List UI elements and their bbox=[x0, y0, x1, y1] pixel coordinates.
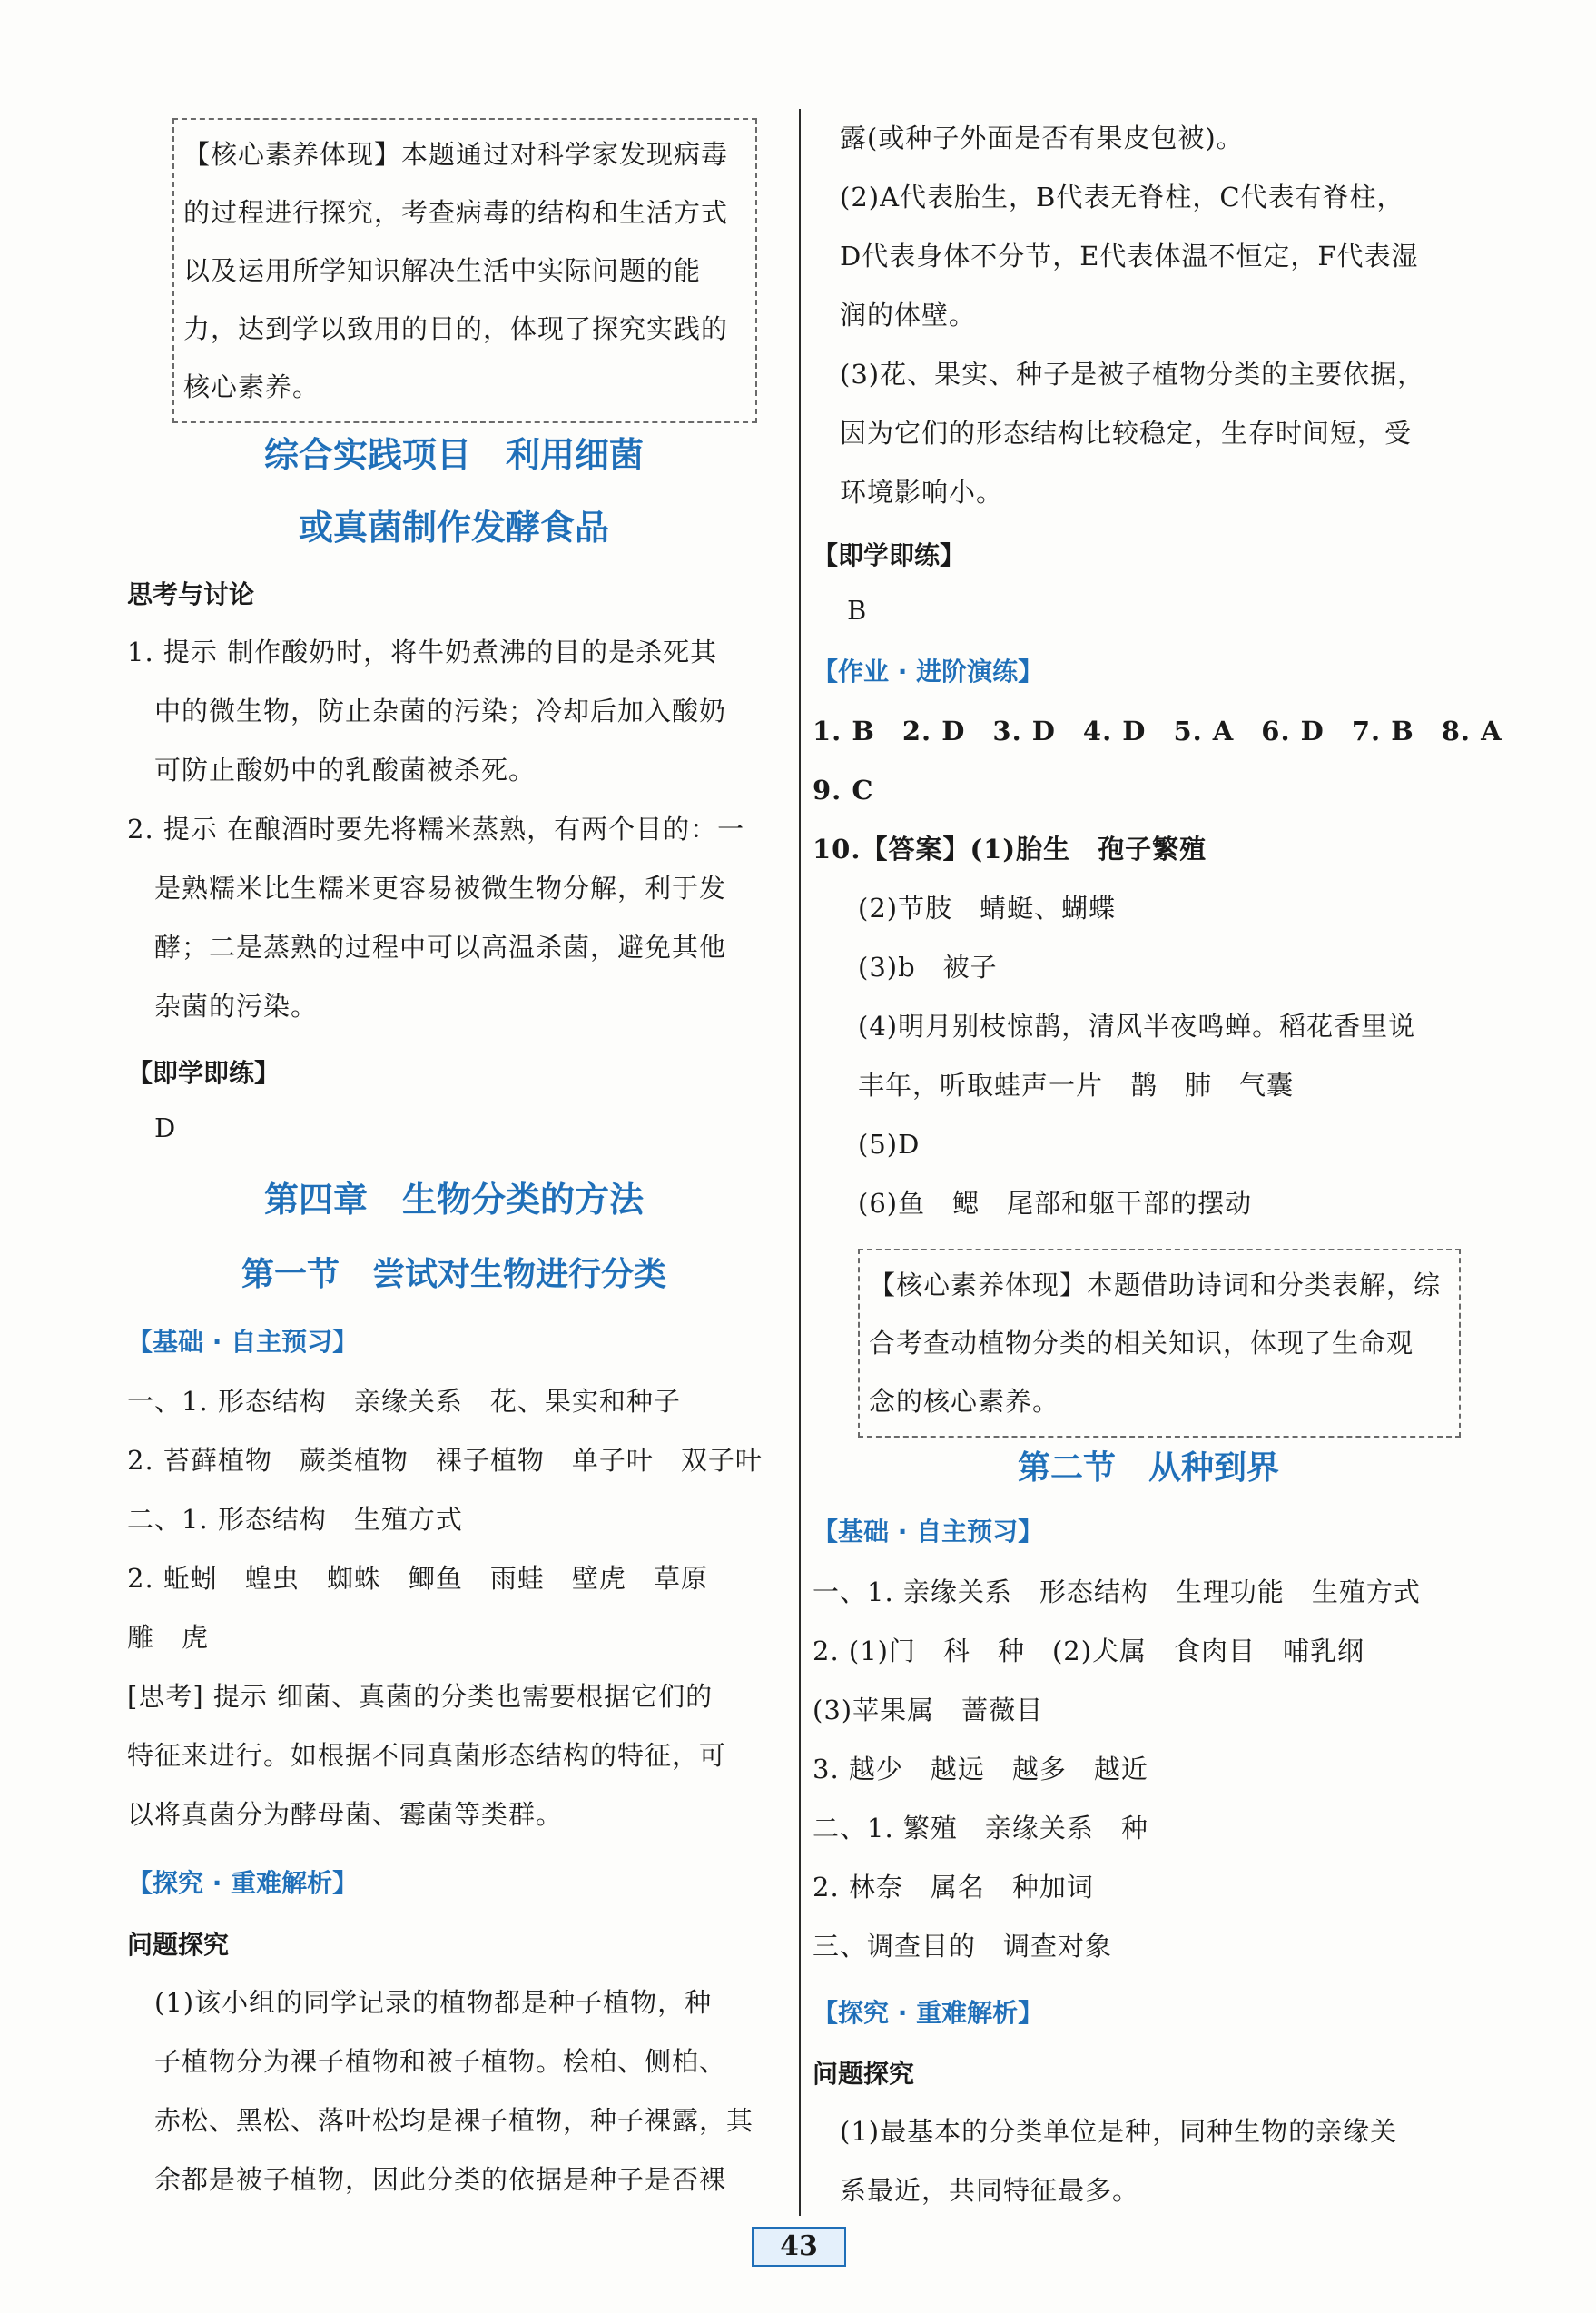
text-line: 是熟糯米比生糯米更容易被微生物分解，利于发 bbox=[154, 873, 727, 904]
text-line: 可防止酸奶中的乳酸菌被杀死。 bbox=[154, 755, 537, 786]
chapter-title: 第四章 生物分类的方法 bbox=[263, 1180, 644, 1220]
text-line: D代表身体不分节，E代表体温不恒定，F代表湿 bbox=[840, 241, 1419, 272]
text-line: (2)节肢 蜻蜓、蝴蝶 bbox=[858, 893, 1117, 924]
text-line: 杂菌的污染。 bbox=[154, 991, 319, 1022]
jixue-answer: D bbox=[154, 1112, 176, 1143]
text-line: (3)苹果属 蔷薇目 bbox=[813, 1695, 1044, 1725]
box-line: 【核心素养体现】本题通过对科学家发现病毒 bbox=[183, 139, 729, 170]
box-line: 念的核心素养。 bbox=[869, 1386, 1060, 1417]
think-discuss-heading: 思考与讨论 bbox=[127, 579, 255, 609]
text-line: 以将真菌分为酵母菌、霉菌等类群。 bbox=[127, 1799, 564, 1830]
text-line: 丰年，听取蛙声一片 鹊 肺 气囊 bbox=[858, 1070, 1295, 1101]
text-line: 一、1. 亲缘关系 形态结构 生理功能 生殖方式 bbox=[813, 1577, 1421, 1607]
text-line: (2)A代表胎生，B代表无脊柱，C代表有脊柱， bbox=[840, 182, 1404, 213]
wenti-heading: 问题探究 bbox=[127, 1930, 230, 1960]
zuoye-tag: 【作业 · 进阶演练】 bbox=[813, 657, 1044, 687]
box-line: 的过程进行探究，考查病毒的结构和生活方式 bbox=[183, 197, 729, 228]
text-line: 因为它们的形态结构比较稳定，生存时间短，受 bbox=[840, 418, 1413, 449]
text-line: 3. 越少 越远 越多 越近 bbox=[813, 1754, 1148, 1784]
page-number: 43 bbox=[752, 2227, 846, 2267]
project-title-line-2: 或真菌制作发酵食品 bbox=[298, 508, 609, 548]
text-line: 三、调查目的 调查对象 bbox=[813, 1931, 1113, 1962]
text-line: 二、1. 繁殖 亲缘关系 种 bbox=[813, 1813, 1148, 1843]
text-line: 2. 林奈 属名 种加词 bbox=[813, 1872, 1094, 1903]
text-line: 中的微生物，防止杂菌的污染；冷却后加入酸奶 bbox=[154, 696, 727, 727]
zuoye-answers-line-1: 1. B 2. D 3. D 4. D 5. A 6. D 7. B 8. A bbox=[813, 716, 1502, 746]
box-line: 以及运用所学知识解决生活中实际问题的能 bbox=[183, 255, 702, 286]
section-2-title: 第二节 从种到界 bbox=[1017, 1448, 1279, 1487]
text-line: 环境影响小。 bbox=[840, 477, 1004, 508]
jixue-label: 【即学即练】 bbox=[127, 1058, 281, 1088]
text-line: 二、1. 形态结构 生殖方式 bbox=[127, 1504, 463, 1535]
box-line: 力，达到学以致用的目的，体现了探究实践的 bbox=[183, 313, 729, 344]
text-line: 子植物分为裸子植物和被子植物。桧柏、侧柏、 bbox=[154, 2046, 727, 2077]
text-line: (1)最基本的分类单位是种，同种生物的亲缘关 bbox=[840, 2116, 1398, 2147]
text-line: (1)该小组的同学记录的植物都是种子植物，种 bbox=[154, 1987, 713, 2018]
jichu-tag-right: 【基础 · 自主预习】 bbox=[813, 1517, 1044, 1547]
text-line: 系最近，共同特征最多。 bbox=[840, 2175, 1140, 2206]
text-line: 一、1. 形态结构 亲缘关系 花、果实和种子 bbox=[127, 1386, 681, 1417]
wenti-heading-right: 问题探究 bbox=[813, 2059, 915, 2089]
column-divider bbox=[799, 109, 801, 2216]
text-line: 特征来进行。如根据不同真菌形态结构的特征，可 bbox=[127, 1740, 727, 1771]
text-line: (4)明月别枝惊鹊，清风半夜鸣蝉。稻花香里说 bbox=[858, 1011, 1416, 1042]
text-line: 余都是被子植物，因此分类的依据是种子是否裸 bbox=[154, 2164, 727, 2195]
text-line: (5)D bbox=[858, 1129, 921, 1160]
text-line: 10.【答案】(1)胎生 孢子繁殖 bbox=[813, 834, 1207, 865]
project-title-line-1: 综合实践项目 利用细菌 bbox=[263, 435, 644, 475]
core-literacy-box-1 bbox=[172, 118, 757, 423]
core-literacy-box-2 bbox=[858, 1249, 1461, 1438]
zuoye-answers-line-2: 9. C bbox=[813, 775, 874, 806]
box-line: 【核心素养体现】本题借助诗词和分类表解，综 bbox=[869, 1270, 1442, 1300]
tanjiu-tag-right: 【探究 · 重难解析】 bbox=[813, 1998, 1044, 2028]
text-line: 露(或种子外面是否有果皮包被)。 bbox=[840, 123, 1244, 153]
text-line: (3)花、果实、种子是被子植物分类的主要依据， bbox=[840, 359, 1425, 390]
jichu-tag: 【基础 · 自主预习】 bbox=[127, 1327, 359, 1357]
text-line: 雕 虎 bbox=[127, 1622, 210, 1653]
tanjiu-tag: 【探究 · 重难解析】 bbox=[127, 1868, 359, 1898]
text-line: [思考] 提示 细菌、真菌的分类也需要根据它们的 bbox=[127, 1681, 714, 1712]
text-line: (3)b 被子 bbox=[858, 952, 998, 983]
text-line: 酵；二是蒸熟的过程中可以高温杀菌，避免其他 bbox=[154, 932, 727, 963]
text-line: 润的体壁。 bbox=[840, 300, 977, 331]
section-1-title: 第一节 尝试对生物进行分类 bbox=[241, 1255, 666, 1293]
jixue-label-right: 【即学即练】 bbox=[813, 540, 966, 570]
box-line: 核心素养。 bbox=[183, 371, 320, 402]
text-line: 2. 提示 在酿酒时要先将糯米蒸熟，有两个目的：一 bbox=[127, 814, 745, 845]
text-line: 2. 苔藓植物 蕨类植物 裸子植物 单子叶 双子叶 bbox=[127, 1445, 763, 1476]
text-line: 1. 提示 制作酸奶时，将牛奶煮沸的目的是杀死其 bbox=[127, 637, 718, 667]
jixue-answer-right: B bbox=[847, 595, 867, 626]
text-line: 2. 蚯蚓 蝗虫 蜘蛛 鲫鱼 雨蛙 壁虎 草原 bbox=[127, 1563, 708, 1594]
text-line: (6)鱼 鳃 尾部和躯干部的摆动 bbox=[858, 1188, 1253, 1219]
text-line: 赤松、黑松、落叶松均是裸子植物，种子裸露，其 bbox=[154, 2105, 754, 2136]
text-line: 2. (1)门 科 种 (2)犬属 食肉目 哺乳纲 bbox=[813, 1636, 1365, 1666]
box-line: 合考查动植物分类的相关知识，体现了生命观 bbox=[869, 1328, 1414, 1359]
